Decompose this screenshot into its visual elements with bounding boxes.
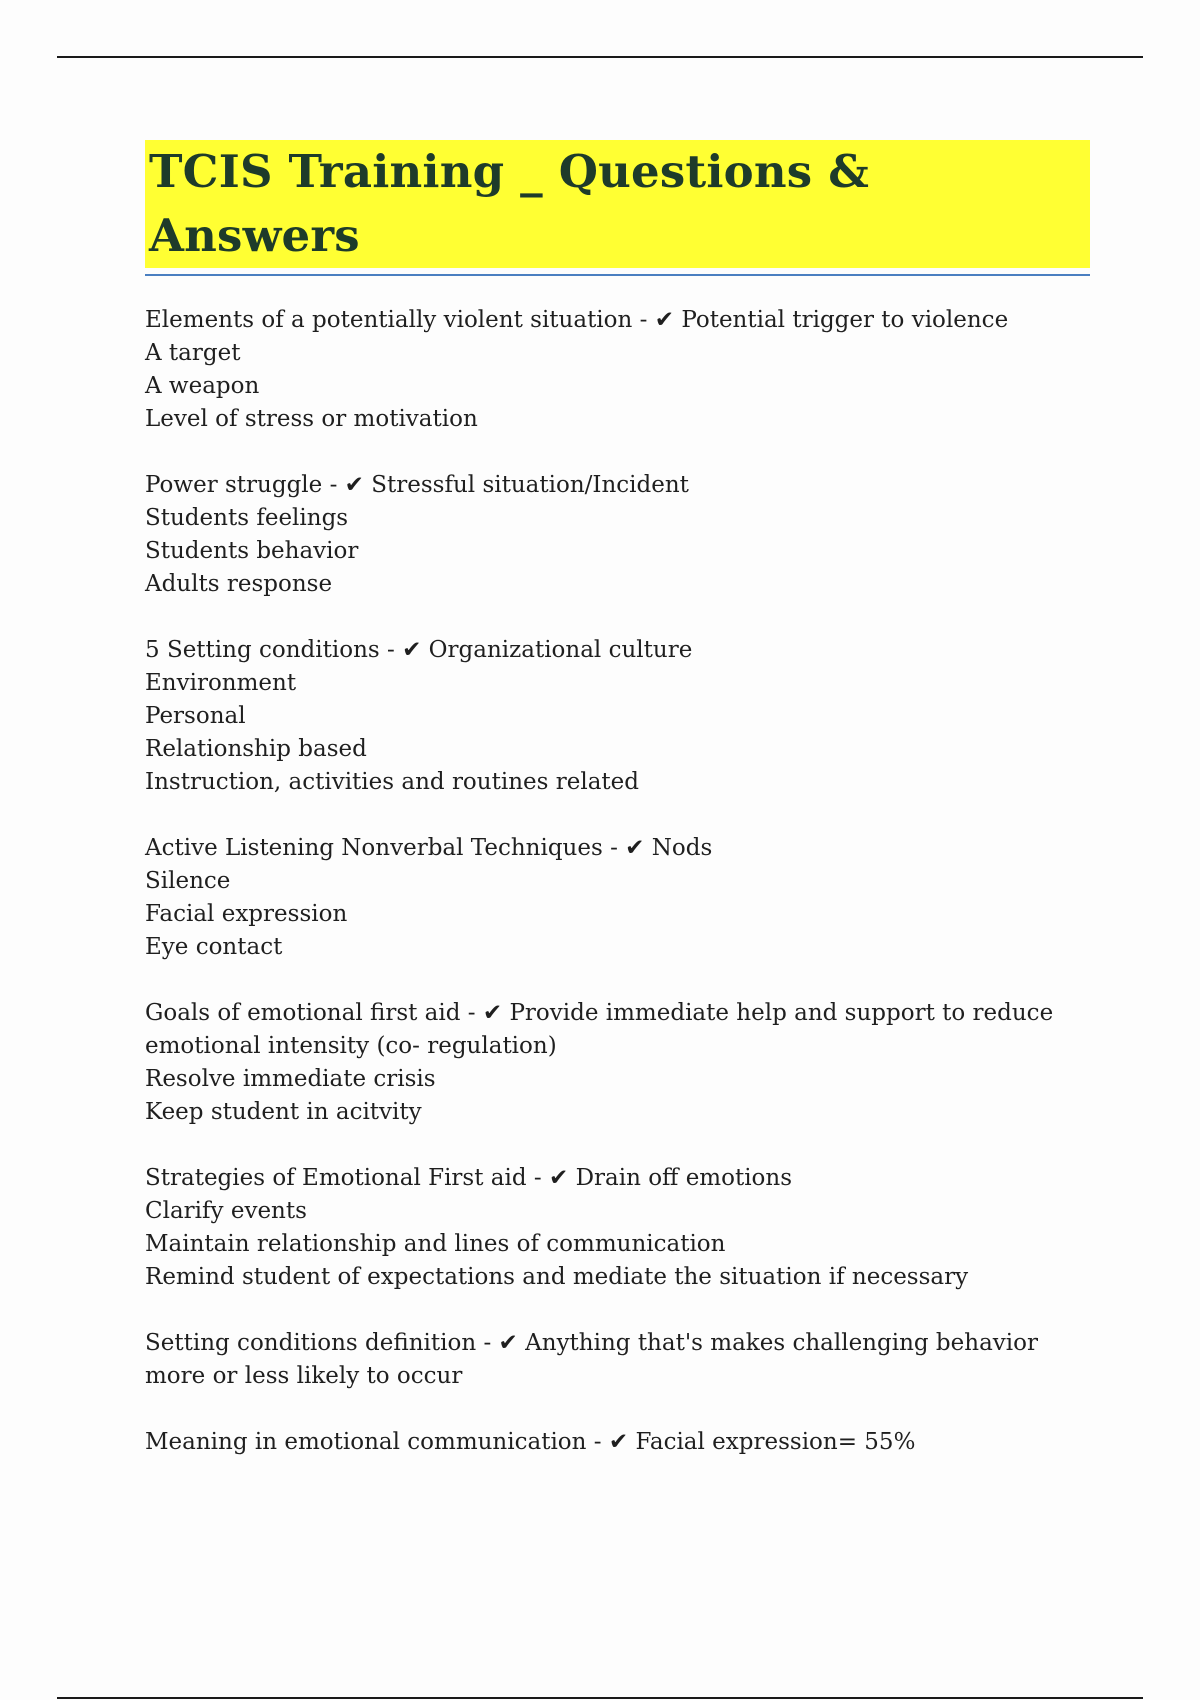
header-rule — [57, 56, 1143, 58]
qa-list — [145, 304, 1090, 1459]
qa-item — [145, 832, 1090, 964]
answer: Stressful situation/Incident Students feelings Students behavior Adults response — [145, 472, 689, 597]
check-icon: - ✔ — [387, 637, 429, 663]
answer: Potential trigger to violence A target A weapon Level of stress or motivation — [145, 307, 1009, 432]
check-icon: - ✔ — [467, 1000, 510, 1026]
title-underline — [145, 140, 1090, 276]
question: 5 Setting conditions — [145, 637, 380, 663]
answer: Facial expression= 55% — [635, 1429, 916, 1455]
question: Active Listening Nonverbal Techniques — [145, 835, 603, 861]
answer: Nods Silence Facial expression Eye contact — [145, 835, 713, 960]
answer: Provide immediate help and support to reduce emotional intensity (co- regulation) Resolve immediate crisis Keep student in acitvity — [145, 1000, 1054, 1125]
document-body — [145, 140, 1090, 1492]
check-icon: - ✔ — [533, 1165, 576, 1191]
document-title: TCIS Training _ Questions & Answers — [145, 140, 1090, 268]
footer-rule — [57, 1697, 1143, 1699]
answer: Anything that's makes challenging behavior more or less likely to occur — [145, 1330, 1046, 1389]
question: Meaning in emotional communication — [145, 1429, 587, 1455]
question: Power struggle — [145, 472, 323, 498]
question: Strategies of Emotional First aid — [145, 1165, 527, 1191]
qa-item — [145, 634, 1090, 799]
answer: Drain off emotions Clarify events Maintain relationship and lines of communication Remind student of expectations and mediate the situation if necessary — [145, 1165, 969, 1290]
qa-item — [145, 304, 1090, 436]
question: Goals of emotional first aid — [145, 1000, 461, 1026]
check-icon: - ✔ — [593, 1429, 636, 1455]
check-icon: - ✔ — [639, 307, 682, 333]
question: Elements of a potentially violent situation — [145, 307, 633, 333]
check-icon: - ✔ — [329, 472, 372, 498]
qa-item — [145, 997, 1090, 1129]
question: Setting conditions definition — [145, 1330, 477, 1356]
qa-item — [145, 1426, 1090, 1459]
answer: Organizational culture Environment Personal Relationship based Instruction, activities and routines related — [145, 637, 693, 795]
check-icon: - ✔ — [610, 835, 652, 861]
qa-item — [145, 1327, 1090, 1393]
qa-item — [145, 1162, 1090, 1294]
check-icon: - ✔ — [483, 1330, 526, 1356]
qa-item — [145, 469, 1090, 601]
